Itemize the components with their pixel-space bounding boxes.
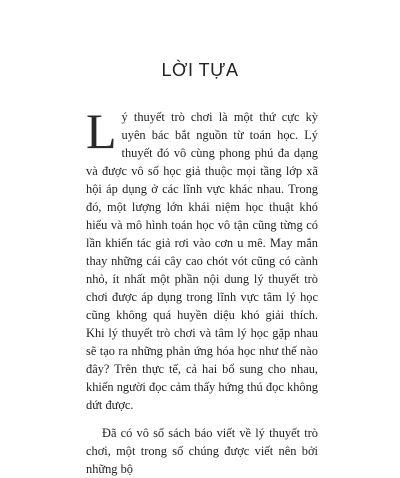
drop-cap: L (86, 103, 117, 159)
paragraph-1-text: ý thuyết trò chơi là một thứ cực kỳ uyên bác bắt nguồn từ toán học. Lý thuyết đó vô cùng phong phú đa dạng và được vô số học giả thuộc mọi tầng lớp xã hội áp dụng ở các lĩnh vực khác nhau. Trong đó, một lượng lớn khái niệm học thuật khó hiểu và mô hình toán học vô tận cũng từng có lần khiến tác giả rơi vào cơn u mê. May mắn thay những cái cây cao chót vót cũng có cành nhỏ, ít nhất một phần nội dung lý thuyết trò chơi được áp dụng trong lĩnh vực tâm lý học cũng không quá huyền diệu khó giải thích. Khi lý thuyết trò chơi và tâm lý học gặp nhau sẽ tạo ra những phản ứng hóa học như thế nào đây? Trên thực tế, cả hai bổ sung cho nhau, khiến người đọc cảm thấy hứng thú đọc không dứt được. (86, 110, 318, 412)
paragraph-2: Đã có vô số sách báo viết về lý thuyết trò chơi, một trong số chúng được viết nên bởi những bộ (86, 426, 318, 476)
body-text (86, 103, 318, 478)
page-title: LỜI TỰA (161, 60, 239, 80)
paragraph-1 (86, 103, 318, 414)
